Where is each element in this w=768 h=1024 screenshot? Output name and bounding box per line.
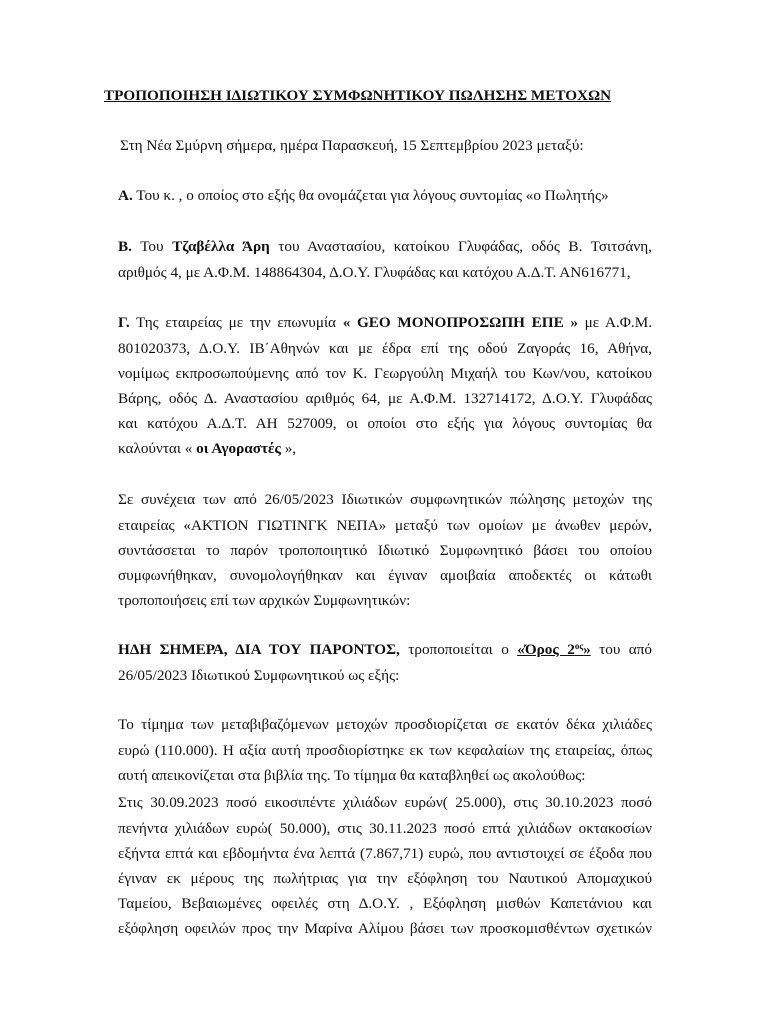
amended-term-label: «Όρος 2 [517, 641, 575, 658]
context-line-1: Σε συνέχεια των από 26/05/2023 Ιδιωτικών συμφωνητικών πώλησης μετοχών της [118, 491, 652, 508]
price-line-9: εξόφληση οφειλών προς την Μαρίνα Αλίμου βάσει των προσκομισθέντων σχετικών [118, 920, 652, 937]
party-c-text: », [280, 440, 297, 457]
price-line-2: ευρώ (110.000). Η αξία αυτή προσδιορίστηκε εκ των κεφαλαίων της εταιρείας, όπως [118, 742, 652, 759]
party-c-line-3: νομίμως εκπροσωπούμενης από τον Κ. Γεωργούλη Μιχαήλ του Κων/νου, κατοίκου [118, 365, 652, 382]
amended-term-close: » [583, 641, 591, 658]
party-b-letter: Β. [118, 238, 132, 255]
document-title: ΤΡΟΠΟΠΟΙΗΣΗ ΙΔΙΩΤΙΚΟΥ ΣΥΜΦΩΝΗΤΙΚΟΥ ΠΩΛΗΣΗΣ ΜΕΤΟΧΩΝ [104, 87, 612, 104]
party-b-text: του Αναστασίου, κατοίκου Γλυφάδας, οδός Β. Τσιτσάνη, [269, 238, 652, 255]
price-line-5: πενήντα χιλιάδων ευρώ( 50.000), στις 30.11.2023 ποσό επτά χιλιάδων οκτακοσίων [118, 820, 652, 837]
party-c-text: καλούνται « [118, 440, 197, 457]
amended-term [517, 641, 590, 658]
party-b-line-2: αριθμός 4, με Α.Φ.Μ. 148864304, Δ.Ο.Υ. Γλυφάδας και κατόχου Α.Δ.Τ. ΑΝ616771, [118, 264, 631, 281]
party-c-text: Της εταιρείας με την επωνυμία [129, 314, 343, 331]
buyers-label: οι Αγοραστές [196, 440, 281, 457]
party-c-text: με Α.Φ.Μ. [577, 314, 652, 331]
amendment-heading: ΗΔΗ ΣΗΜΕΡΑ, ΔΙΑ ΤΟΥ ΠΑΡΟΝΤΟΣ, [118, 641, 400, 658]
party-a-paragraph [118, 186, 652, 206]
context-line-5: τροποποιήσεις επί των αρχικών Συμφωνητικών: [118, 592, 411, 609]
amended-term-suffix: ος [574, 641, 584, 651]
amendment-text: τροποποιείται ο [399, 641, 518, 658]
intro-line: Στη Νέα Σμύρνη σήμερα, ημέρα Παρασκευή, 15 Σεπτεμβρίου 2023 μεταξύ: [120, 137, 584, 154]
amendment-line-2: 26/05/2023 Ιδιωτικού Συμφωνητικού ως εξής: [118, 667, 400, 684]
context-line-3: συντάσσεται το παρόν τροποποιητικό Ιδιωτικό Συμφωνητικό βάσει του οποίου [118, 542, 652, 559]
price-line-1: Το τίμημα των μεταβιβαζόμενων μετοχών προσδιορίζεται σε εκατόν δέκα χιλιάδες [118, 716, 652, 733]
context-line-2: εταιρείας «ΑΚΤΙΟΝ ΓΙΩΤΙΝΓΚ ΝΕΠΑ» μεταξύ των ομοίων με άνωθεν μερών, [118, 517, 652, 534]
amendment-text: του από [590, 641, 653, 658]
party-c-line-2: 801020373, Δ.Ο.Υ. ΙΒ΄Αθηνών και με έδρα επί της οδού Ζαγοράς 16, Αθήνα, [118, 340, 652, 357]
price-line-4: Στις 30.09.2023 ποσό εικοσιπέντε χιλιάδων ευρών( 25.000), στις 30.10.2023 ποσό [118, 794, 652, 811]
party-c-letter: Γ. [118, 314, 130, 331]
party-a-text: Του κ. , ο οποίος στο εξής θα ονομάζεται για λόγους συντομίας «ο Πωλητής» [132, 187, 609, 204]
party-c-line-5: και κατόχου Α.Δ.Τ. ΑΗ 527009, οι οποίοι στο εξής για λόγους συντομίας θα [118, 415, 652, 432]
amendment-line-1 [118, 640, 652, 660]
price-line-7: έγιναν εκ μέρους της πωλήτριας για την εξόφληση του Ναυτικού Απομαχικού [118, 870, 652, 887]
context-line-4: συμφωνήθηκαν, συνομολογήθηκαν και έγιναν αμοιβαία αποδεκτές οι κάτωθι [118, 567, 652, 584]
party-c-line-6 [118, 439, 652, 459]
price-line-8: Ταμείου, Βεβαιωμένες οφειλές στη Δ.Ο.Υ. , Εξόφληση μισθών Καπετάνιου και [118, 895, 652, 912]
price-line-6: εξήντα επτά και εβδομήντα ένα λεπτά (7.867,71) ευρώ, που αντιστοιχεί σε έξοδα που [118, 845, 652, 862]
party-c-company: « GEO ΜΟΝΟΠΡΟΣΩΠΗ ΕΠΕ » [342, 314, 578, 331]
party-c-line-1 [118, 313, 652, 333]
party-c-line-4: Βάρης, οδός Δ. Αναστασίου αριθμός 64, με Α.Φ.Μ. 132714172, Δ.Ο.Υ. Γλυφάδας [118, 390, 652, 407]
party-b-name: Τζαβέλλα Άρη [172, 238, 270, 255]
party-b-line-1 [118, 237, 652, 257]
party-a-letter: Α. [118, 187, 133, 204]
party-b-text: Του [131, 238, 173, 255]
price-line-3: αυτή απεικονίζεται στα βιβλία της. Το τίμημα θα καταβληθεί ως ακολούθως: [118, 767, 586, 784]
